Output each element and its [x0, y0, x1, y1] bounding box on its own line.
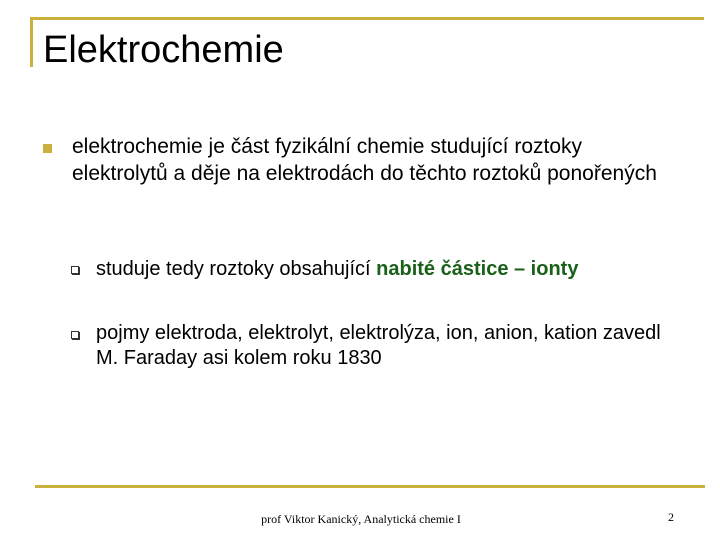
- frame-left-line: [30, 17, 33, 67]
- hollow-square-bullet-icon: [71, 266, 79, 274]
- sub-bullet-1-highlight: nabité částice – ionty: [376, 258, 579, 280]
- sub-bullet-1-text: [96, 257, 686, 282]
- bullet-text: elektrochemie je část fyzikální chemie studující roztoky elektrolytů a děje na elektrodách do těchto roztoků ponořených: [72, 135, 657, 185]
- footer-line: [35, 485, 705, 488]
- frame-top-line: [30, 17, 704, 20]
- page-number: 2: [668, 510, 674, 524]
- hollow-square-bullet-icon: [71, 331, 79, 339]
- sub-bullet-2-text: pojmy elektroda, elektrolyt, elektrolýza, ion, anion, kation zavedl M. Faraday asi kolem roku 1830: [96, 322, 661, 369]
- slide-title: Elektrochemie: [43, 29, 284, 71]
- square-bullet-icon: [43, 144, 52, 153]
- sub-bullet-1-plain: studuje tedy roztoky obsahující: [96, 258, 377, 280]
- footer-text: prof Viktor Kanický, Analytická chemie I: [261, 512, 461, 526]
